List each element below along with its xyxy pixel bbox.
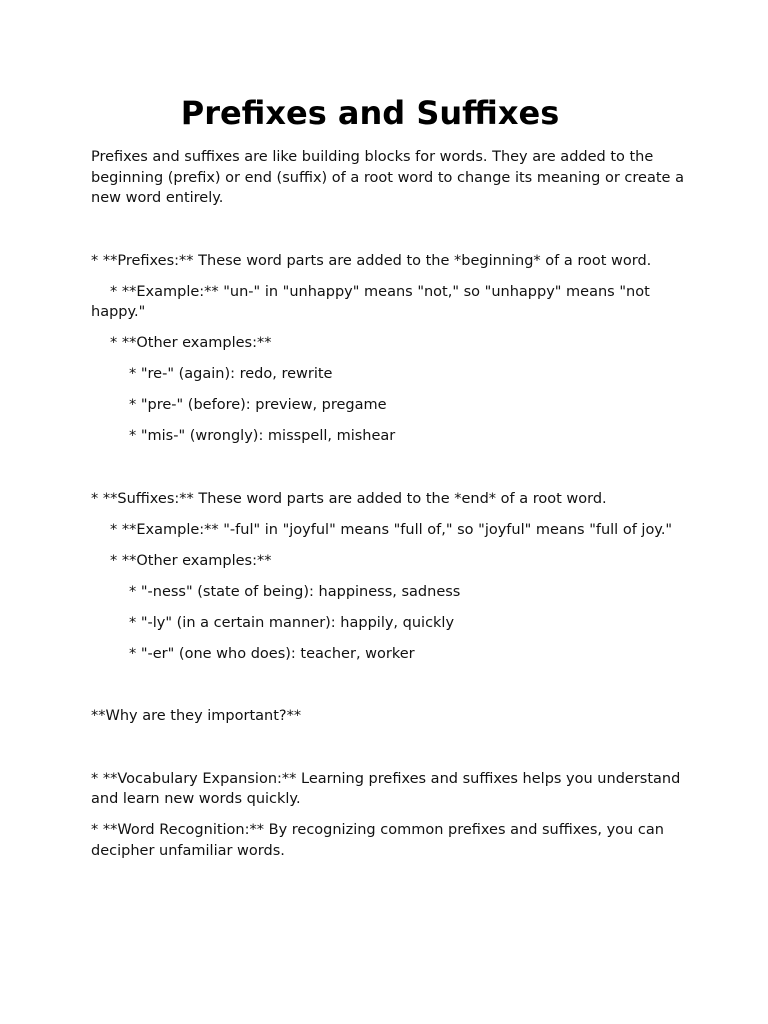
suffixes-heading: * **Suffixes:** These word parts are added to the *end* of a root word.: [91, 490, 607, 507]
suffix-example-item: * "-ly" (in a certain manner): happily, quickly: [129, 614, 455, 631]
prefix-example-item: * "re-" (again): redo, rewrite: [129, 366, 333, 382]
intro-paragraph: Prefixes and suffixes are like building blocks for words. They are added to the beginning (prefix) or end (suffix) of a root word to change its meaning or create a new word entirely.: [91, 149, 684, 206]
prefix-example-item: * "mis-" (wrongly): misspell, mishear: [129, 428, 396, 444]
suffixes-other-label: * **Other examples:**: [110, 552, 272, 569]
suffix-example-item: * "-ness" (state of being): happiness, sadness: [129, 583, 461, 600]
prefixes-example: * **Example:** "un-" in "unhappy" means "not," so "unhappy" means "not happy.": [91, 283, 650, 320]
importance-item: * **Vocabulary Expansion:** Learning prefixes and suffixes helps you understand and learn new words quickly.: [91, 770, 681, 807]
importance-heading: **Why are they important?**: [91, 708, 302, 724]
importance-item: * **Word Recognition:** By recognizing common prefixes and suffixes, you can decipher unfamiliar words.: [91, 822, 664, 859]
prefixes-other-label: * **Other examples:**: [110, 335, 272, 351]
suffix-example-item: * "-er" (one who does): teacher, worker: [129, 645, 415, 662]
prefix-example-item: * "pre-" (before): preview, pregame: [129, 397, 387, 413]
prefixes-heading: * **Prefixes:** These word parts are added to the *beginning* of a root word.: [91, 252, 652, 269]
suffixes-example: * **Example:** "-ful" in "joyful" means "full of," so "joyful" means "full of joy.": [110, 521, 673, 538]
page-title: Prefixes and Suffixes: [180, 94, 560, 132]
document-body: [91, 147, 691, 861]
